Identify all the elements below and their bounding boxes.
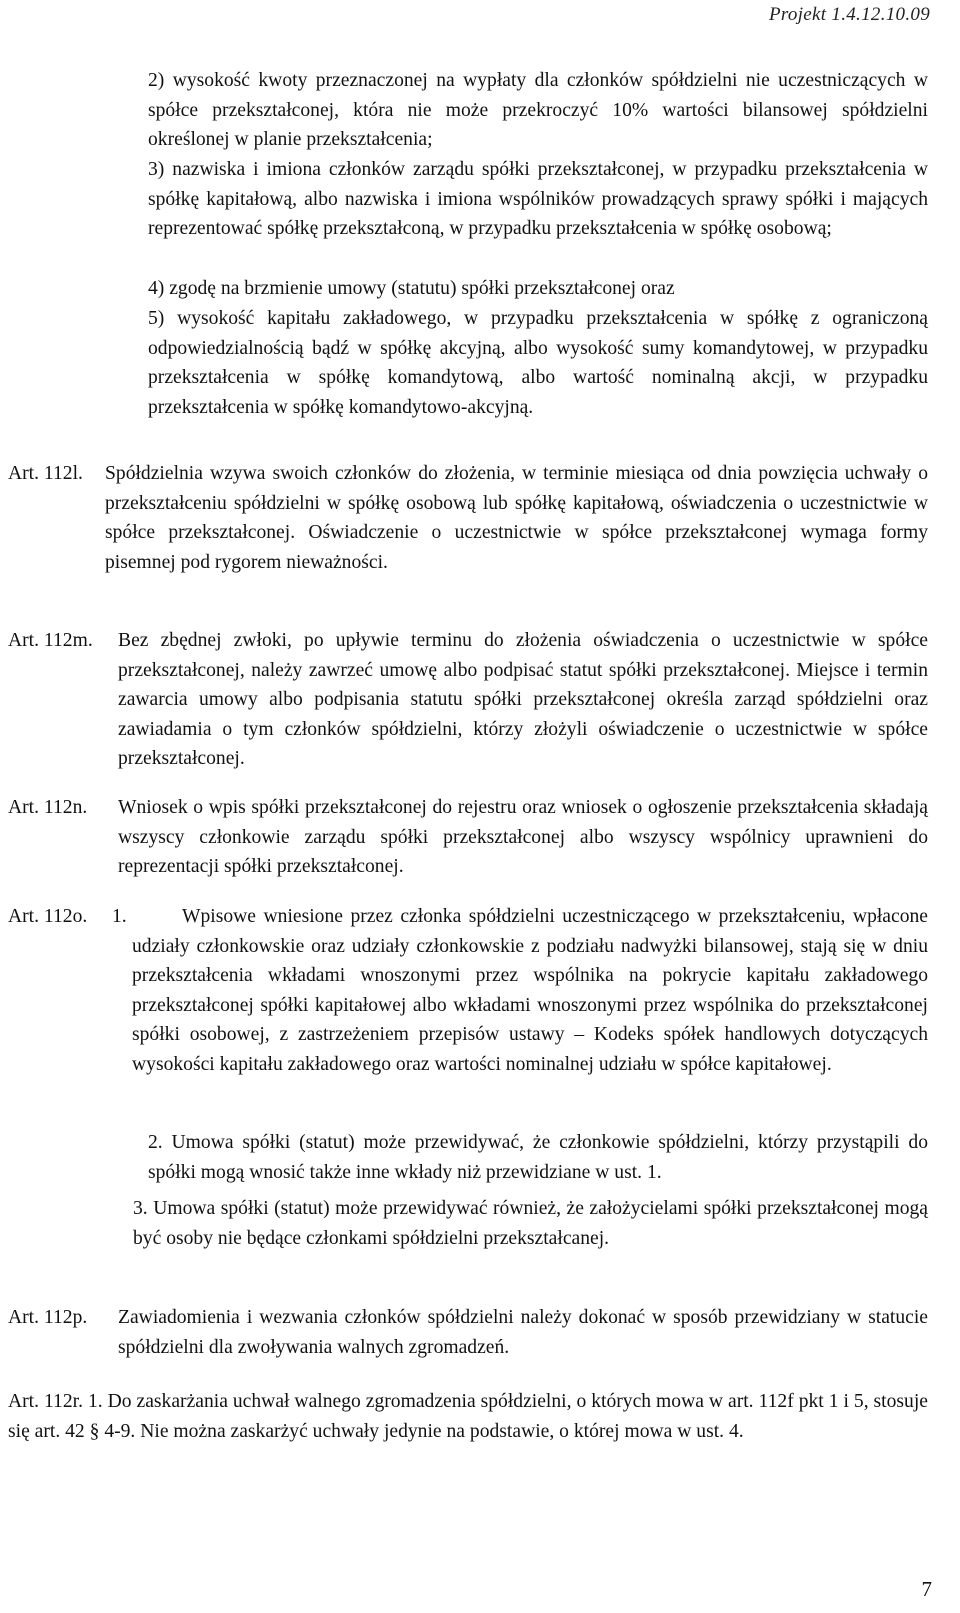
art-112r-text: Art. 112r. 1. Do zaskarżania uchwał walnego zgromadzenia spółdzielni, o których mowa w art. 112f pkt 1 i 5, stosuje się art. 42 § 4-9. Nie można zaskarżyć uchwały jedynie na podstawie, o której mowa w ust. 4. [8,1391,928,1442]
art-112o-label: Art. 112o. [8,906,88,927]
art-112o-ust1 [132,902,928,1080]
art-112m-text: Bez zbędnej zwłoki, po upływie terminu do złożenia oświadczenia o uczestnictwie w spółce przekształconej, należy zawrzeć umowę albo podpisać statut spółki przekształconej. Miejsce i termin zawarcia umowy albo podpisania statutu spółki przekształconej określa zarząd spółdzielni oraz zawiadamia o tym członków spółdzielni, którzy złożyli oświadczenie o uczestnictwie w spółce przekształconej. [118,630,928,770]
art-112o-ust3: 3. Umowa spółki (statut) może przewidywać również, że założycielami spółki przekształconej mogą być osoby nie będące członkami spółdzielni przekształcanej. [133,1198,928,1249]
art-112p-text: Zawiadomienia i wezwania członków spółdzielni należy dokonać w sposób przewidziany w statucie spółdzielni dla zwoływania walnych zgromadzeń. [118,1307,928,1358]
art-112l-label: Art. 112l. [8,463,83,484]
art-112p-label: Art. 112p. [8,1307,88,1328]
item-4: 4) zgodę na brzmienie umowy (statutu) spółki przekształconej oraz [148,278,675,299]
item-5: 5) wysokość kapitału zakładowego, w przypadku przekształcenia w spółkę z ograniczoną odpowiedzialnością bądź w spółkę akcyjną, albo wysokość sumy komandytowej, w przypadku przekształcenia w spółkę komandytową, albo wartość nominalną akcji, w przypadku przekształcenia w spółkę komandytowo-akcyjną. [148,308,928,418]
art-112o-ust1-text: Wpisowe wniesione przez członka spółdzielni uczestniczącego w przekształceniu, wpłacone udziały członkowskie oraz udziały członkowskie z podziału nadwyżki bilansowej, stają się w dniu przekształcenia wkładami wnoszonymi przez wspólnika na pokrycie kapitału zakładowego przekształconej spółki kapitałowej albo wkładami wnoszonymi przez wspólnika do przekształconej spółki osobowej, z zastrzeżeniem przepisów ustawy – Kodeks spółek handlowych dotyczących wysokości kapitału zakładowego oraz wartości nominalnej udziału w spółce kapitałowej. [132,906,928,1075]
art-112n-label: Art. 112n. [8,797,88,818]
art-112o-ust2: 2. Umowa spółki (statut) może przewidywać, że członkowie spółdzielni, którzy przystąpili do spółki mogą wnosić także inne wkłady niż przewidziane w ust. 1. [148,1132,928,1183]
art-112o-ust1-number: 1. [112,906,127,927]
art-112n-text: Wniosek o wpis spółki przekształconej do rejestru oraz wniosek o ogłoszenie przekształcenia składają wszyscy członkowie zarządu spółki przekształconej albo wszyscy wspólnicy uprawnieni do reprezentacji spółki przekształconej. [118,797,928,878]
item-3: 3) nazwiska i imiona członków zarządu spółki przekształconej, w przypadku przekształcenia w spółkę kapitałową, albo nazwiska i imiona wspólników prowadzących sprawy spółki i mających reprezentować spółkę przekształconą, w przypadku przekształcenia w spółkę osobową; [148,159,928,240]
project-header: Projekt 1.4.12.10.09 [769,4,930,25]
art-112l-text: Spółdzielnia wzywa swoich członków do złożenia, w terminie miesiąca od dnia powzięcia uchwały o przekształceniu spółdzielni w spółkę osobową lub spółkę kapitałową, oświadczenia o uczestnictwie w spółce przekształconej. Oświadczenie o uczestnictwie w spółce przekształconej wymaga formy pisemnej pod rygorem nieważności. [105,463,928,573]
item-2: 2) wysokość kwoty przeznaczonej na wypłaty dla członków spółdzielni nie uczestniczących w spółce przekształconej, która nie może przekroczyć 10% wartości bilansowej spółdzielni określonej w planie przekształcenia; [148,70,928,151]
page-number: 7 [921,1577,932,1601]
art-112m-label: Art. 112m. [8,630,93,651]
